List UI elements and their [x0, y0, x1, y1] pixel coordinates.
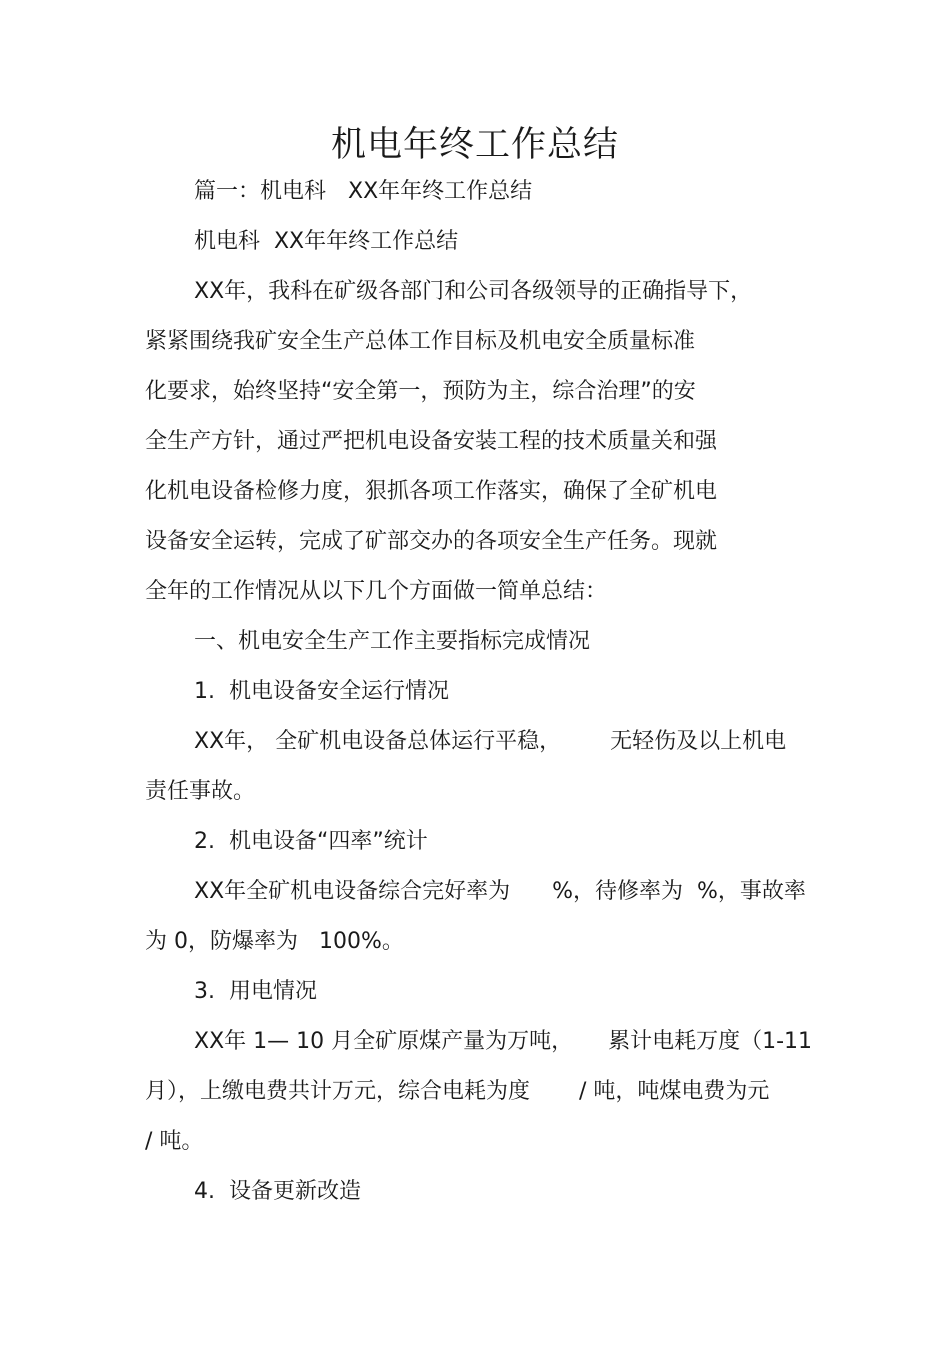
paragraph-line: XX年， 全矿机电设备总体运行平稳， 无轻伤及以上机电	[194, 729, 787, 754]
paragraph-line: 紧紧围绕我矿安全生产总体工作目标及机电安全质量标准	[145, 329, 696, 354]
paragraph-line: XX年全矿机电设备综合完好率为 %，待修率为 %，事故率	[194, 879, 806, 904]
section-heading: 篇一：机电科 XX年年终工作总结	[194, 179, 533, 204]
subsection-heading: 3. 用电情况	[194, 979, 317, 1004]
paragraph-line: 化要求，始终坚持“安全第一，预防为主，综合治理”的安	[145, 379, 696, 404]
paragraph-line: 化机电设备检修力度，狠抓各项工作落实，确保了全矿机电	[145, 479, 718, 504]
paragraph-line: XX年 1— 10 月全矿原煤产量为万吨， 累计电耗万度（1-11	[194, 1029, 813, 1054]
paragraph-line: 全年的工作情况从以下几个方面做一简单总结：	[145, 579, 608, 604]
subsection-heading: 4. 设备更新改造	[194, 1179, 361, 1204]
subtitle-line: 机电科 XX年年终工作总结	[194, 229, 459, 254]
paragraph-line: / 吨。	[145, 1129, 204, 1154]
paragraph-line: 设备安全运转，完成了矿部交办的各项安全生产任务。现就	[145, 529, 718, 554]
paragraph-line: 责任事故。	[145, 779, 256, 804]
subsection-heading: 2. 机电设备“四率”统计	[194, 829, 428, 854]
paragraph-line: XX年，我科在矿级各部门和公司各级领导的正确指导下，	[194, 279, 753, 304]
subsection-heading: 1. 机电设备安全运行情况	[194, 679, 449, 704]
document-title: 机电年终工作总结	[330, 125, 619, 165]
paragraph-line: 为 0，防爆率为 100%。	[145, 929, 404, 954]
paragraph-line: 全生产方针，通过严把机电设备安装工程的技术质量关和强	[145, 429, 718, 454]
section-heading: 一、机电安全生产工作主要指标完成情况	[194, 629, 591, 654]
paragraph-line: 月），上缴电费共计万元，综合电耗为度 / 吨，吨煤电费为元	[145, 1079, 770, 1104]
